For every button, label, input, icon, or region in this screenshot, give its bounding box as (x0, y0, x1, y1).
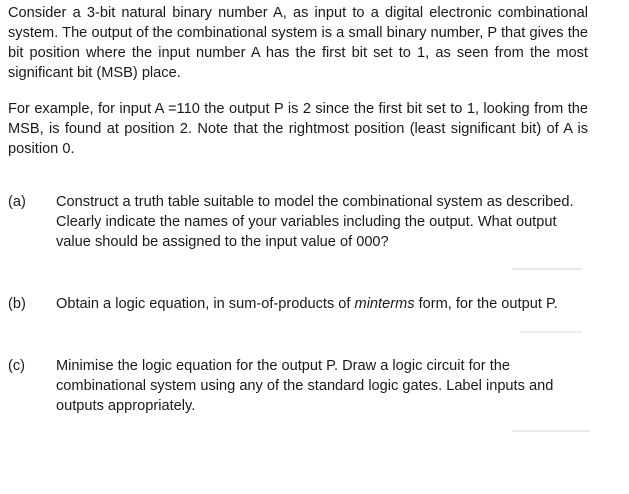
question-b-text (56, 294, 601, 314)
question-b-text-before: Obtain a logic equation, in sum-of-products of (56, 296, 355, 312)
faint-mark (512, 268, 582, 270)
question-b-label: (b) (8, 296, 26, 312)
faint-mark (520, 331, 582, 333)
question-b-text-after: form, for the output P. (414, 296, 558, 312)
question-b-text-emph: minterms (354, 296, 415, 312)
intro-paragraph: Consider a 3-bit natural binary number A, as input to a digital electronic combinational system. The output of the combinational system is a small binary number, P that gives the bit position where the input number A has the first bit set to 1, as seen from the most significant bit (MSB) place. (8, 5, 588, 81)
question-c-text: Minimise the logic equation for the output P. Draw a logic circuit for the combinational system using any of the standard logic gates. Label inputs and outputs appropriately. (56, 358, 554, 414)
question-a-label: (a) (8, 194, 26, 210)
question-c-label: (c) (8, 358, 26, 374)
example-paragraph: For example, for input A =110 the output P is 2 since the first bit set to 1, looking from the MSB, is found at position 2. Note that the rightmost position (least significant bit) of A is position 0. (8, 101, 588, 157)
question-a-text: Construct a truth table suitable to model the combinational system as described. Clearly indicate the names of your variables including the output. What output value should be assigned to the input value of 000? (56, 194, 574, 250)
faint-mark (512, 430, 590, 432)
